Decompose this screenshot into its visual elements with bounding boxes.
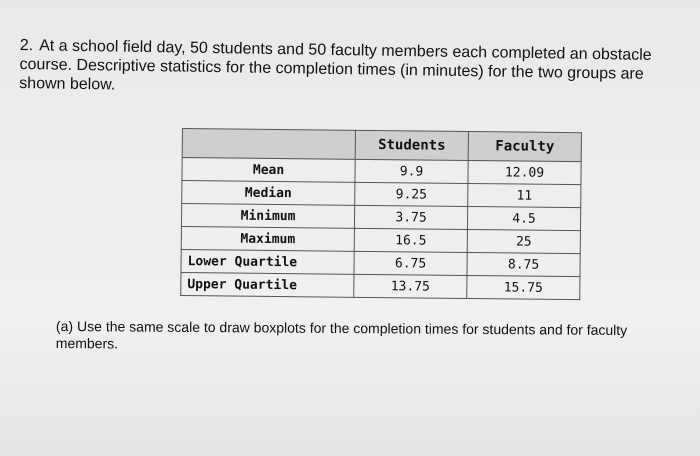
header-faculty: Faculty xyxy=(468,132,581,162)
row-label-minimum: Minimum xyxy=(181,204,354,229)
part-a-instruction xyxy=(56,318,676,356)
question-text: At a school field day, 50 students and 50 faculty members each completed an obstacle course. Descriptive statistics for the completion times (in minutes) for the two groups are shown below. xyxy=(19,37,652,94)
cell-faculty-median: 11 xyxy=(468,183,581,207)
question-2 xyxy=(19,36,690,104)
descriptive-statistics-table xyxy=(180,128,582,300)
cell-students-maximum: 16.5 xyxy=(354,228,467,252)
table-row xyxy=(181,272,580,299)
cell-faculty-maximum: 25 xyxy=(467,229,580,253)
cell-students-median: 9.25 xyxy=(355,182,468,206)
row-label-maximum: Maximum xyxy=(181,226,354,251)
cell-students-upper-quartile: 13.75 xyxy=(354,274,467,298)
question-number: 2. xyxy=(19,36,34,55)
part-a-label: (a) xyxy=(55,318,74,335)
row-label-lower-quartile: Lower Quartile xyxy=(181,249,354,274)
cell-students-lower-quartile: 6.75 xyxy=(354,251,467,275)
cell-students-minimum: 3.75 xyxy=(354,205,467,229)
cell-faculty-mean: 12.09 xyxy=(468,160,581,184)
part-a-text: Use the same scale to draw boxplots for the completion times for students and for faculty members. xyxy=(55,318,628,352)
header-corner xyxy=(182,129,355,160)
header-students: Students xyxy=(355,130,468,160)
table-header-row xyxy=(182,129,581,162)
cell-faculty-lower-quartile: 8.75 xyxy=(467,252,580,276)
cell-students-mean: 9.9 xyxy=(355,159,468,183)
row-label-upper-quartile: Upper Quartile xyxy=(181,272,354,297)
row-label-mean: Mean xyxy=(182,158,355,183)
cell-faculty-minimum: 4.5 xyxy=(467,206,580,230)
row-label-median: Median xyxy=(182,181,355,206)
cell-faculty-upper-quartile: 15.75 xyxy=(467,275,580,299)
